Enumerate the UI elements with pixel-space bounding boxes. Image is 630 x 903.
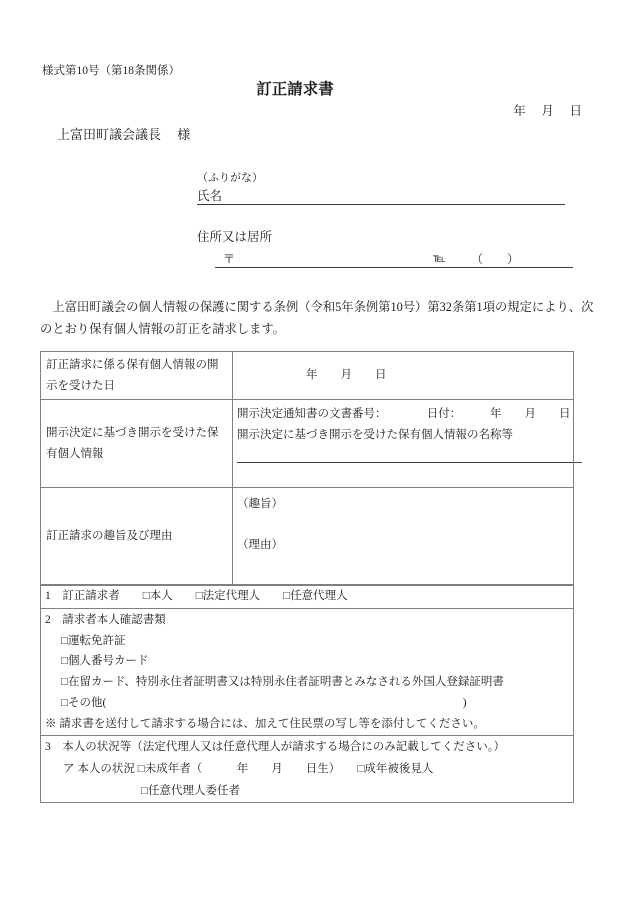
- table-row: [41, 609, 574, 736]
- disclosure-date-label: 訂正請求に係る保有個人情報の開示を受けた日: [41, 352, 233, 400]
- info-name-line: 開示決定に基づき開示を受けた保有個人情報の名称等: [237, 429, 513, 441]
- furigana-label: （ふりがな）: [197, 172, 263, 184]
- purport-label: （趣旨）: [237, 498, 283, 510]
- table-row: [41, 585, 574, 609]
- request-statement: [40, 296, 620, 340]
- mail-request-note: ※ 請求書を送付して請求する場合には、加えて住民票の写し等を添付してください。: [45, 717, 485, 730]
- statement-line-1: 上富田町議会の個人情報の保護に関する条例（令和5年条例第10号）第32条第1項の規定により、次: [40, 300, 594, 314]
- requester-checklist-table: [40, 584, 574, 803]
- blank-write-line: [237, 462, 582, 463]
- disclosure-date-value: 年 月 日: [233, 352, 574, 400]
- document-title: 訂正請求書: [256, 81, 334, 98]
- form-code: 様式第10号（第18条関係）: [42, 65, 180, 77]
- request-info-table: [40, 351, 574, 586]
- addressee-line: 上富田町議会議長 様: [57, 127, 191, 142]
- tel-label: ℡: [433, 251, 446, 265]
- principal-status-line: ア 本人の状況 □未成年者（ 年 月 日生） □成年被後見人: [63, 763, 434, 775]
- doc-number-date-line: 開示決定通知書の文書番号： 日付： 年 月 日: [237, 408, 571, 420]
- identity-doc-item-license: □運転免許証: [61, 634, 126, 647]
- reason-label: （理由）: [237, 539, 283, 551]
- table-row: [41, 352, 574, 400]
- purport-reason-label: 訂正請求の趣旨及び理由: [41, 488, 233, 586]
- disclosed-info-label: 開示決定に基づき開示を受けた保有個人情報: [41, 400, 233, 488]
- identity-docs-heading: 2 請求者本人確認書類: [45, 614, 166, 626]
- name-label: 氏名: [197, 189, 223, 203]
- identity-doc-item-other: □その他( ): [61, 696, 467, 709]
- voluntary-agent-delegator-line: □任意代理人委任者: [141, 785, 240, 797]
- table-row: [41, 488, 574, 586]
- postal-mark: 〒: [223, 252, 236, 266]
- table-row: [41, 736, 574, 803]
- postal-tel-field-underline: [215, 249, 573, 268]
- date-line: 年 月 日: [513, 104, 582, 118]
- requester-type-line: 1 訂正請求者 □本人 □法定代理人 □任意代理人: [45, 590, 348, 602]
- table-row: [41, 400, 574, 488]
- identity-doc-item-residence-card: □在留カード、特別永住者証明書又は特別永住者証明書とみなされる外国人登録証明書: [61, 676, 504, 689]
- name-field-underline: [197, 186, 565, 205]
- tel-blank-parens: （ ）: [471, 252, 520, 266]
- identity-doc-item-mynumber: □個人番号カード: [61, 655, 149, 668]
- statement-line-2: のとおり保有個人情報の訂正を請求します。: [40, 322, 285, 336]
- address-label: 住所又は居所: [197, 230, 273, 244]
- principal-status-heading: 3 本人の状況等（法定代理人又は任意代理人が請求する場合にのみ記載してください。）: [45, 741, 505, 753]
